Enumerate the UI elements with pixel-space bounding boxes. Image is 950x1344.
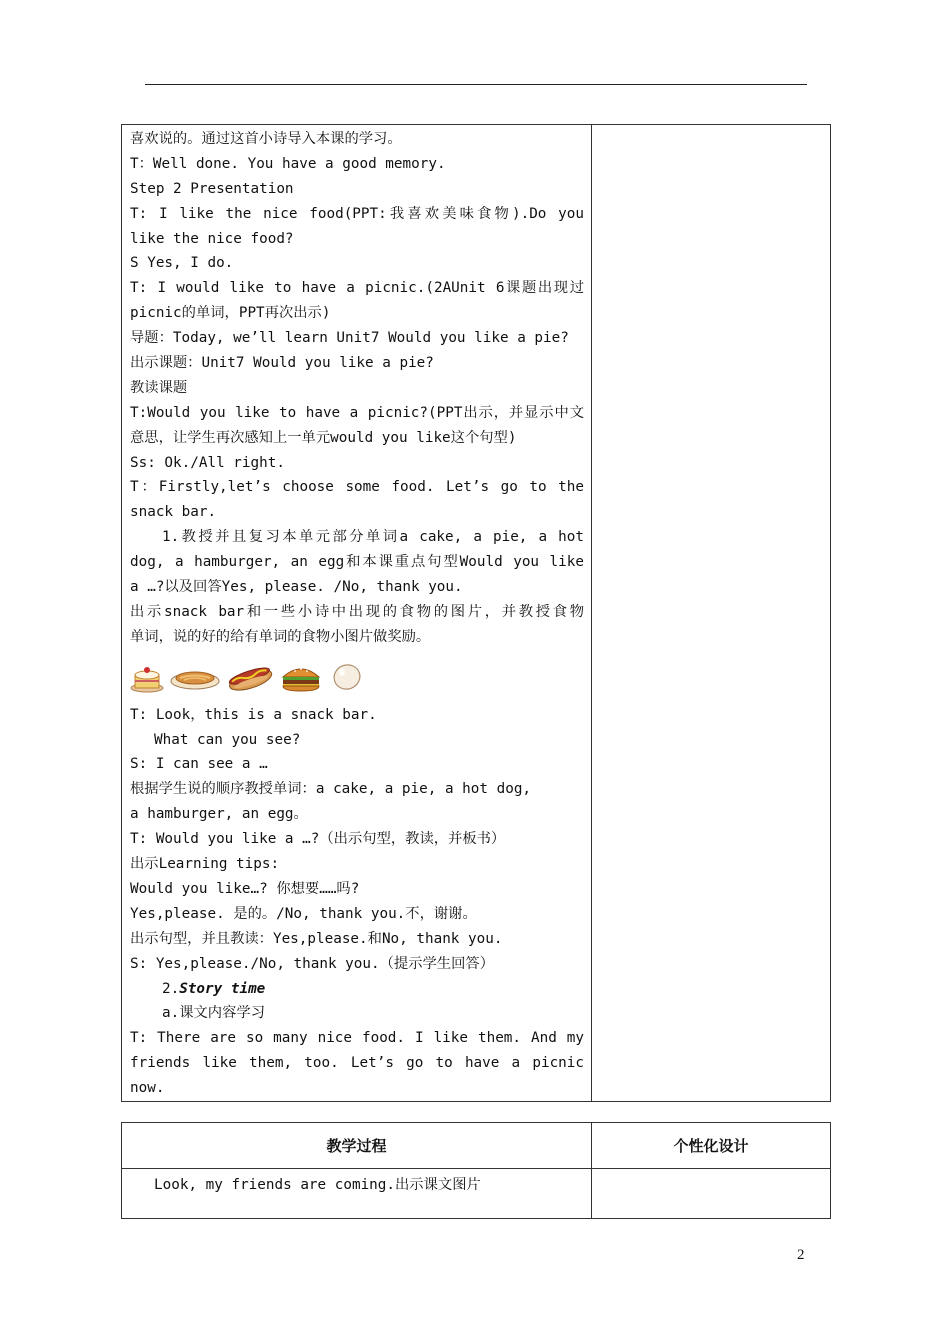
continued-design-cell — [592, 1169, 831, 1219]
text-line: T: Would you like a …?（出示句型，教读，并板书） — [130, 831, 506, 848]
text-line: 教读课题 — [130, 379, 188, 396]
text-line: S Yes, I do. — [130, 255, 234, 272]
lesson-table — [121, 124, 831, 1102]
text-line: 意思，让学生再次感知上一单元would you like这个句型) — [130, 429, 517, 446]
continued-process-cell — [122, 1169, 592, 1219]
text-line: Look, my friends are coming.出示课文图片 — [154, 1177, 481, 1193]
text-line: 导题：Today, we’ll learn Unit7 Would you like a pie? — [130, 330, 569, 347]
hotdog-icon — [226, 663, 274, 693]
cake-icon — [130, 663, 164, 693]
text-line: 出示课题：Unit7 Would you like a pie? — [130, 355, 434, 372]
text-line: T：Firstly,let’s choose some food. Let’s go to the — [130, 479, 584, 496]
header-personalized-design: 个性化设计 — [592, 1123, 831, 1169]
personalized-design-cell — [592, 125, 831, 1102]
text-line: 出示句型，并且教读：Yes,please.和No, thank you. — [130, 930, 503, 947]
text-line: picnic的单词，PPT再次出示) — [130, 305, 331, 322]
lesson-table-continued — [121, 1122, 831, 1219]
header-rule — [145, 84, 807, 85]
text-line: snack bar. — [130, 504, 217, 521]
text-line: What can you see? — [154, 731, 301, 748]
text-line: Step 2 Presentation — [130, 180, 294, 197]
story-title: Story time — [179, 980, 266, 997]
lesson-process-cell — [122, 125, 592, 1102]
header-teaching-process: 教学过程 — [122, 1123, 592, 1169]
text-line: 出示snack bar和一些小诗中出现的食物的图片，并教授食物 — [130, 603, 584, 620]
story-number: 2. — [162, 980, 180, 997]
text-line: T: I would like to have a picnic.(2AUnit 6课题出现过 — [130, 280, 584, 297]
egg-icon — [328, 662, 364, 694]
pie-icon — [170, 665, 220, 691]
story-time-heading — [130, 977, 584, 1002]
text-line: T: Look，this is a snack bar. — [130, 706, 377, 723]
text-line: Would you like…? 你想要……吗? — [130, 880, 360, 897]
text-line: S: Yes,please./No, thank you.（提示学生回答） — [130, 955, 494, 972]
text-line: a …?以及回答Yes, please. /No, thank you. — [130, 579, 463, 596]
text-line: a.课文内容学习 — [162, 1005, 265, 1022]
text-line: friends like them, too. Let’s go to have a picnic — [130, 1055, 584, 1072]
text-line: T: There are so many nice food. I like them. And my — [130, 1030, 584, 1047]
text-line: 1.教授并且复习本单元部分单词a cake, a pie, a hot — [162, 529, 584, 546]
text-line: Ss: Ok./All right. — [130, 454, 285, 471]
text-line: 根据学生说的顺序教授单词：a cake, a pie, a hot dog, — [130, 781, 532, 798]
hamburger-icon — [280, 663, 322, 693]
text-line: 单词，说的好的给有单词的食物小图片做奖励。 — [130, 628, 431, 645]
text-line: now. — [130, 1080, 165, 1097]
text-line: Yes,please. 是的。/No, thank you.不，谢谢。 — [130, 905, 477, 922]
text-line: T：Well done. You have a good memory. — [130, 155, 446, 172]
text-line: like the nice food? — [130, 230, 294, 247]
text-line: S: I can see a … — [130, 756, 268, 773]
text-line: 出示Learning tips: — [130, 856, 280, 873]
text-line: T: I like the nice food(PPT:我喜欢美味食物).Do you — [130, 205, 584, 222]
text-line: dog, a hamburger, an egg和本课重点句型Would you like — [130, 554, 584, 571]
text-line: 喜欢说的。通过这首小诗导入本课的学习。 — [130, 131, 402, 147]
text-line: T:Would you like to have a picnic?(PPT出示，并显示中文 — [130, 404, 584, 421]
text-line: a hamburger, an egg。 — [130, 806, 308, 823]
page-number: 2 — [797, 1247, 805, 1263]
food-pictures — [130, 650, 584, 703]
